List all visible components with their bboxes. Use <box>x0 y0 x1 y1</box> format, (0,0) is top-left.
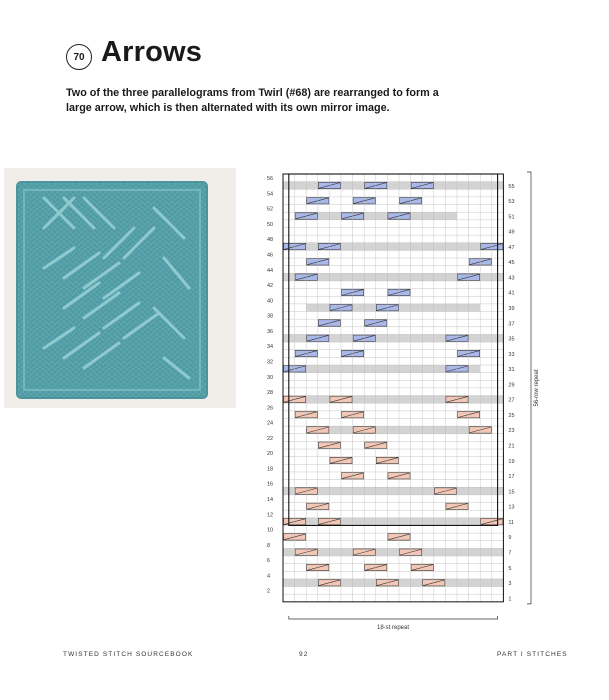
page-title: Arrows <box>101 36 203 68</box>
purl-band <box>283 182 503 190</box>
row-number-left: 14 <box>267 496 274 503</box>
row-number-right: 35 <box>508 336 515 343</box>
row-number-right: 19 <box>508 458 515 465</box>
row-number-left: 50 <box>267 221 274 228</box>
row-number-left: 48 <box>267 237 274 244</box>
row-number-left: 10 <box>267 527 274 534</box>
pattern-number-badge: 70 <box>66 44 92 70</box>
purl-band <box>306 426 480 434</box>
row-number-left: 20 <box>267 451 274 458</box>
pattern-description: Two of the three parallelograms from Twirl (#68) are rearranged to form a large arrow, which is then alternated with its own mirror image. <box>66 87 439 114</box>
row-number-right: 1 <box>508 596 512 603</box>
stitch-repeat-bracket <box>289 616 498 619</box>
row-number-right: 9 <box>508 535 512 542</box>
row-number-right: 23 <box>508 428 515 435</box>
row-number-left: 30 <box>267 374 274 381</box>
row-number-left: 26 <box>267 405 274 412</box>
row-number-left: 16 <box>267 481 274 488</box>
row-number-right: 37 <box>508 321 515 328</box>
row-number-left: 52 <box>267 206 274 213</box>
row-number-right: 3 <box>508 581 512 588</box>
row-number-left: 56 <box>267 176 274 183</box>
row-number-right: 55 <box>508 183 515 190</box>
row-number-left: 42 <box>267 283 274 290</box>
row-number-right: 7 <box>508 550 512 557</box>
row-number-right: 25 <box>508 412 515 419</box>
row-number-right: 17 <box>508 474 515 481</box>
row-number-right: 33 <box>508 351 515 358</box>
row-number-right: 53 <box>508 199 515 206</box>
row-number-left: 28 <box>267 390 274 397</box>
row-number-left: 2 <box>267 588 271 595</box>
row-number-right: 21 <box>508 443 515 450</box>
row-number-left: 8 <box>267 542 271 549</box>
row-number-left: 22 <box>267 435 274 442</box>
row-number-right: 11 <box>508 519 515 526</box>
row-number-right: 27 <box>508 397 515 404</box>
row-number-right: 41 <box>508 290 515 297</box>
row-repeat-label: 56-row repeat <box>534 369 540 407</box>
row-number-right: 15 <box>508 489 515 496</box>
row-number-right: 29 <box>508 382 515 389</box>
row-number-right: 13 <box>508 504 515 511</box>
stitch-repeat-label: 18-st repeat <box>376 625 410 631</box>
row-number-right: 5 <box>508 565 512 572</box>
row-number-left: 24 <box>267 420 274 427</box>
row-number-left: 46 <box>267 252 274 259</box>
row-number-right: 47 <box>508 244 515 251</box>
row-number-left: 12 <box>267 512 274 519</box>
row-number-left: 54 <box>267 191 274 198</box>
row-number-left: 4 <box>267 573 271 580</box>
purl-band <box>283 396 503 404</box>
row-number-right: 49 <box>508 229 515 236</box>
footer-section: PART I STITCHES <box>497 651 568 658</box>
footer-book-title: TWISTED STITCH SOURCEBOOK <box>63 651 194 658</box>
row-number-left: 18 <box>267 466 274 473</box>
row-number-left: 32 <box>267 359 274 366</box>
row-number-right: 45 <box>508 260 515 267</box>
row-repeat-bracket <box>527 172 531 604</box>
row-number-right: 43 <box>508 275 515 282</box>
row-number-left: 38 <box>267 313 274 320</box>
row-number-left: 44 <box>267 267 274 274</box>
row-number-left: 36 <box>267 328 274 335</box>
row-number-left: 40 <box>267 298 274 305</box>
row-number-left: 6 <box>267 558 271 565</box>
row-number-right: 31 <box>508 367 515 374</box>
row-number-right: 51 <box>508 214 515 221</box>
row-number-right: 39 <box>508 305 515 312</box>
row-number-left: 34 <box>267 344 274 351</box>
footer-page-number: 92 <box>299 651 309 658</box>
